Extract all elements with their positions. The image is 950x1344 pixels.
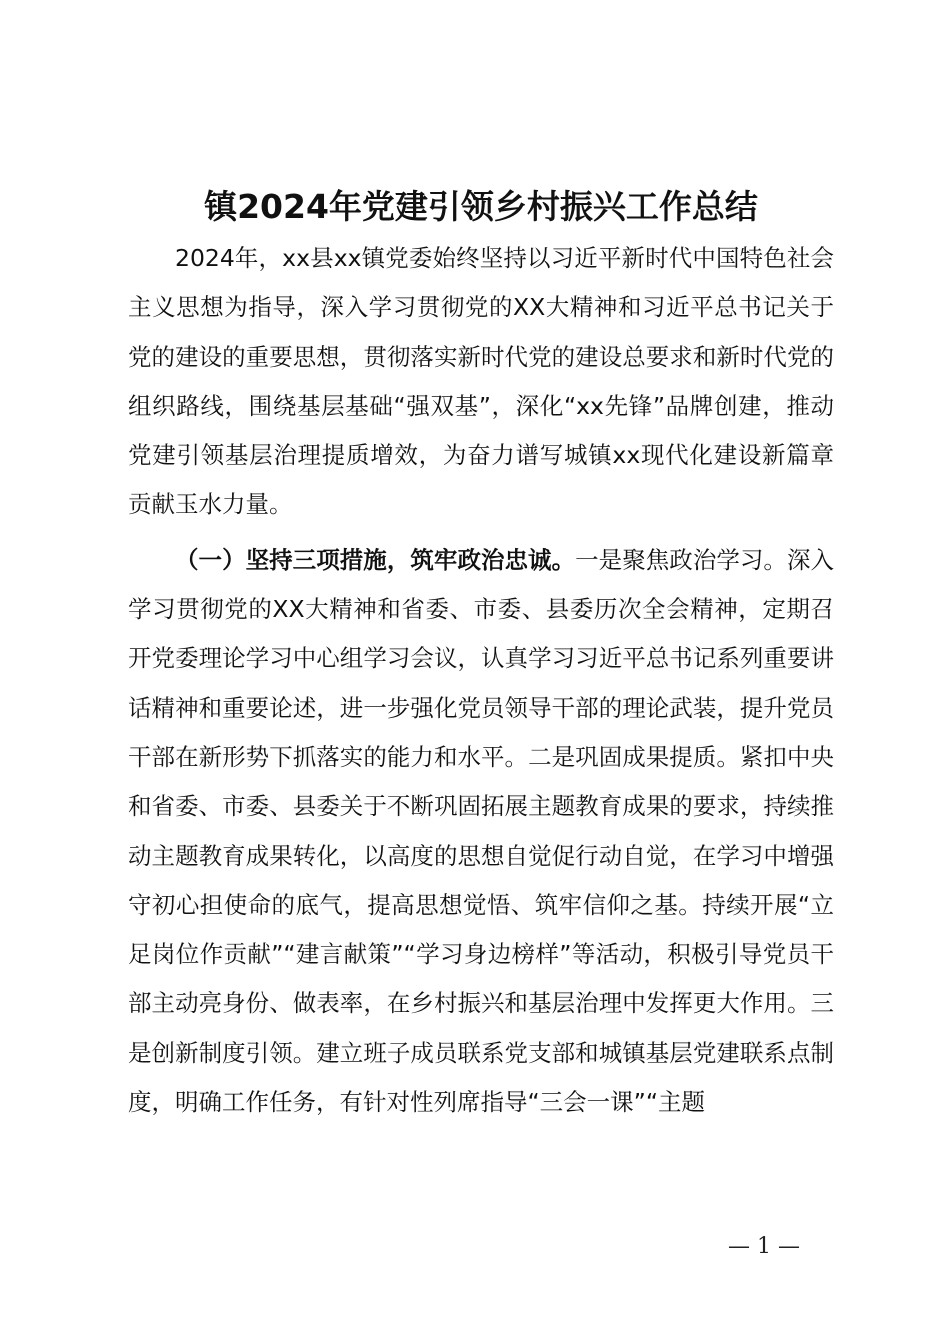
section-paragraph-text: 一是聚焦政治学习。深入学习贯彻党的XX大精神和省委、市委、县委历次全会精神，定期召开党委理论学习中心组学习会议，认真学习习近平总书记系列重要讲话精神和重要论述，进一步强化党员领导干部的理论武装，提升党员干部在新形势下抓落实的能力和水平。二是巩固成果提质。紧扣中央和省委、市委、县委关于不断巩固拓展主题教育成果的要求，持续推动主题教育成果转化，以高度的思想自觉促行动自觉，在学习中增强守初心担使命的底气，提高思想觉悟、筑牢信仰之基。持续开展“立足岗位作贡献”“建言献策”“学习身边榜样”等活动，积极引导党员干部主动亮身份、做表率，在乡村振兴和基层治理中发挥更大作用。三是创新制度引领。建立班子成员联系党支部和城镇基层党建联系点制度，明确工作任务，有针对性列席指导“三会一课”“主题	[128, 545, 835, 1117]
intro-paragraph	[128, 234, 834, 530]
section-heading: （一）坚持三项措施，筑牢政治忠诚。	[175, 545, 576, 574]
section-paragraph	[128, 536, 834, 1128]
document-body	[128, 180, 834, 1127]
document-title: 镇2024年党建引领乡村振兴工作总结	[204, 187, 758, 226]
intro-paragraph-text: 2024年，xx县xx镇党委始终坚持以习近平新时代中国特色社会主义思想为指导，深入学习贯彻党的XX大精神和习近平总书记关于党的建设的重要思想，贯彻落实新时代党的建设总要求和新时代党的组织路线，围绕基层基础“强双基”，深化“xx先锋”品牌创建，推动党建引领基层治理提质增效，为奋力谱写城镇xx现代化建设新篇章贡献玉水力量。	[128, 244, 834, 519]
page-number: — 1 —	[728, 1234, 800, 1259]
